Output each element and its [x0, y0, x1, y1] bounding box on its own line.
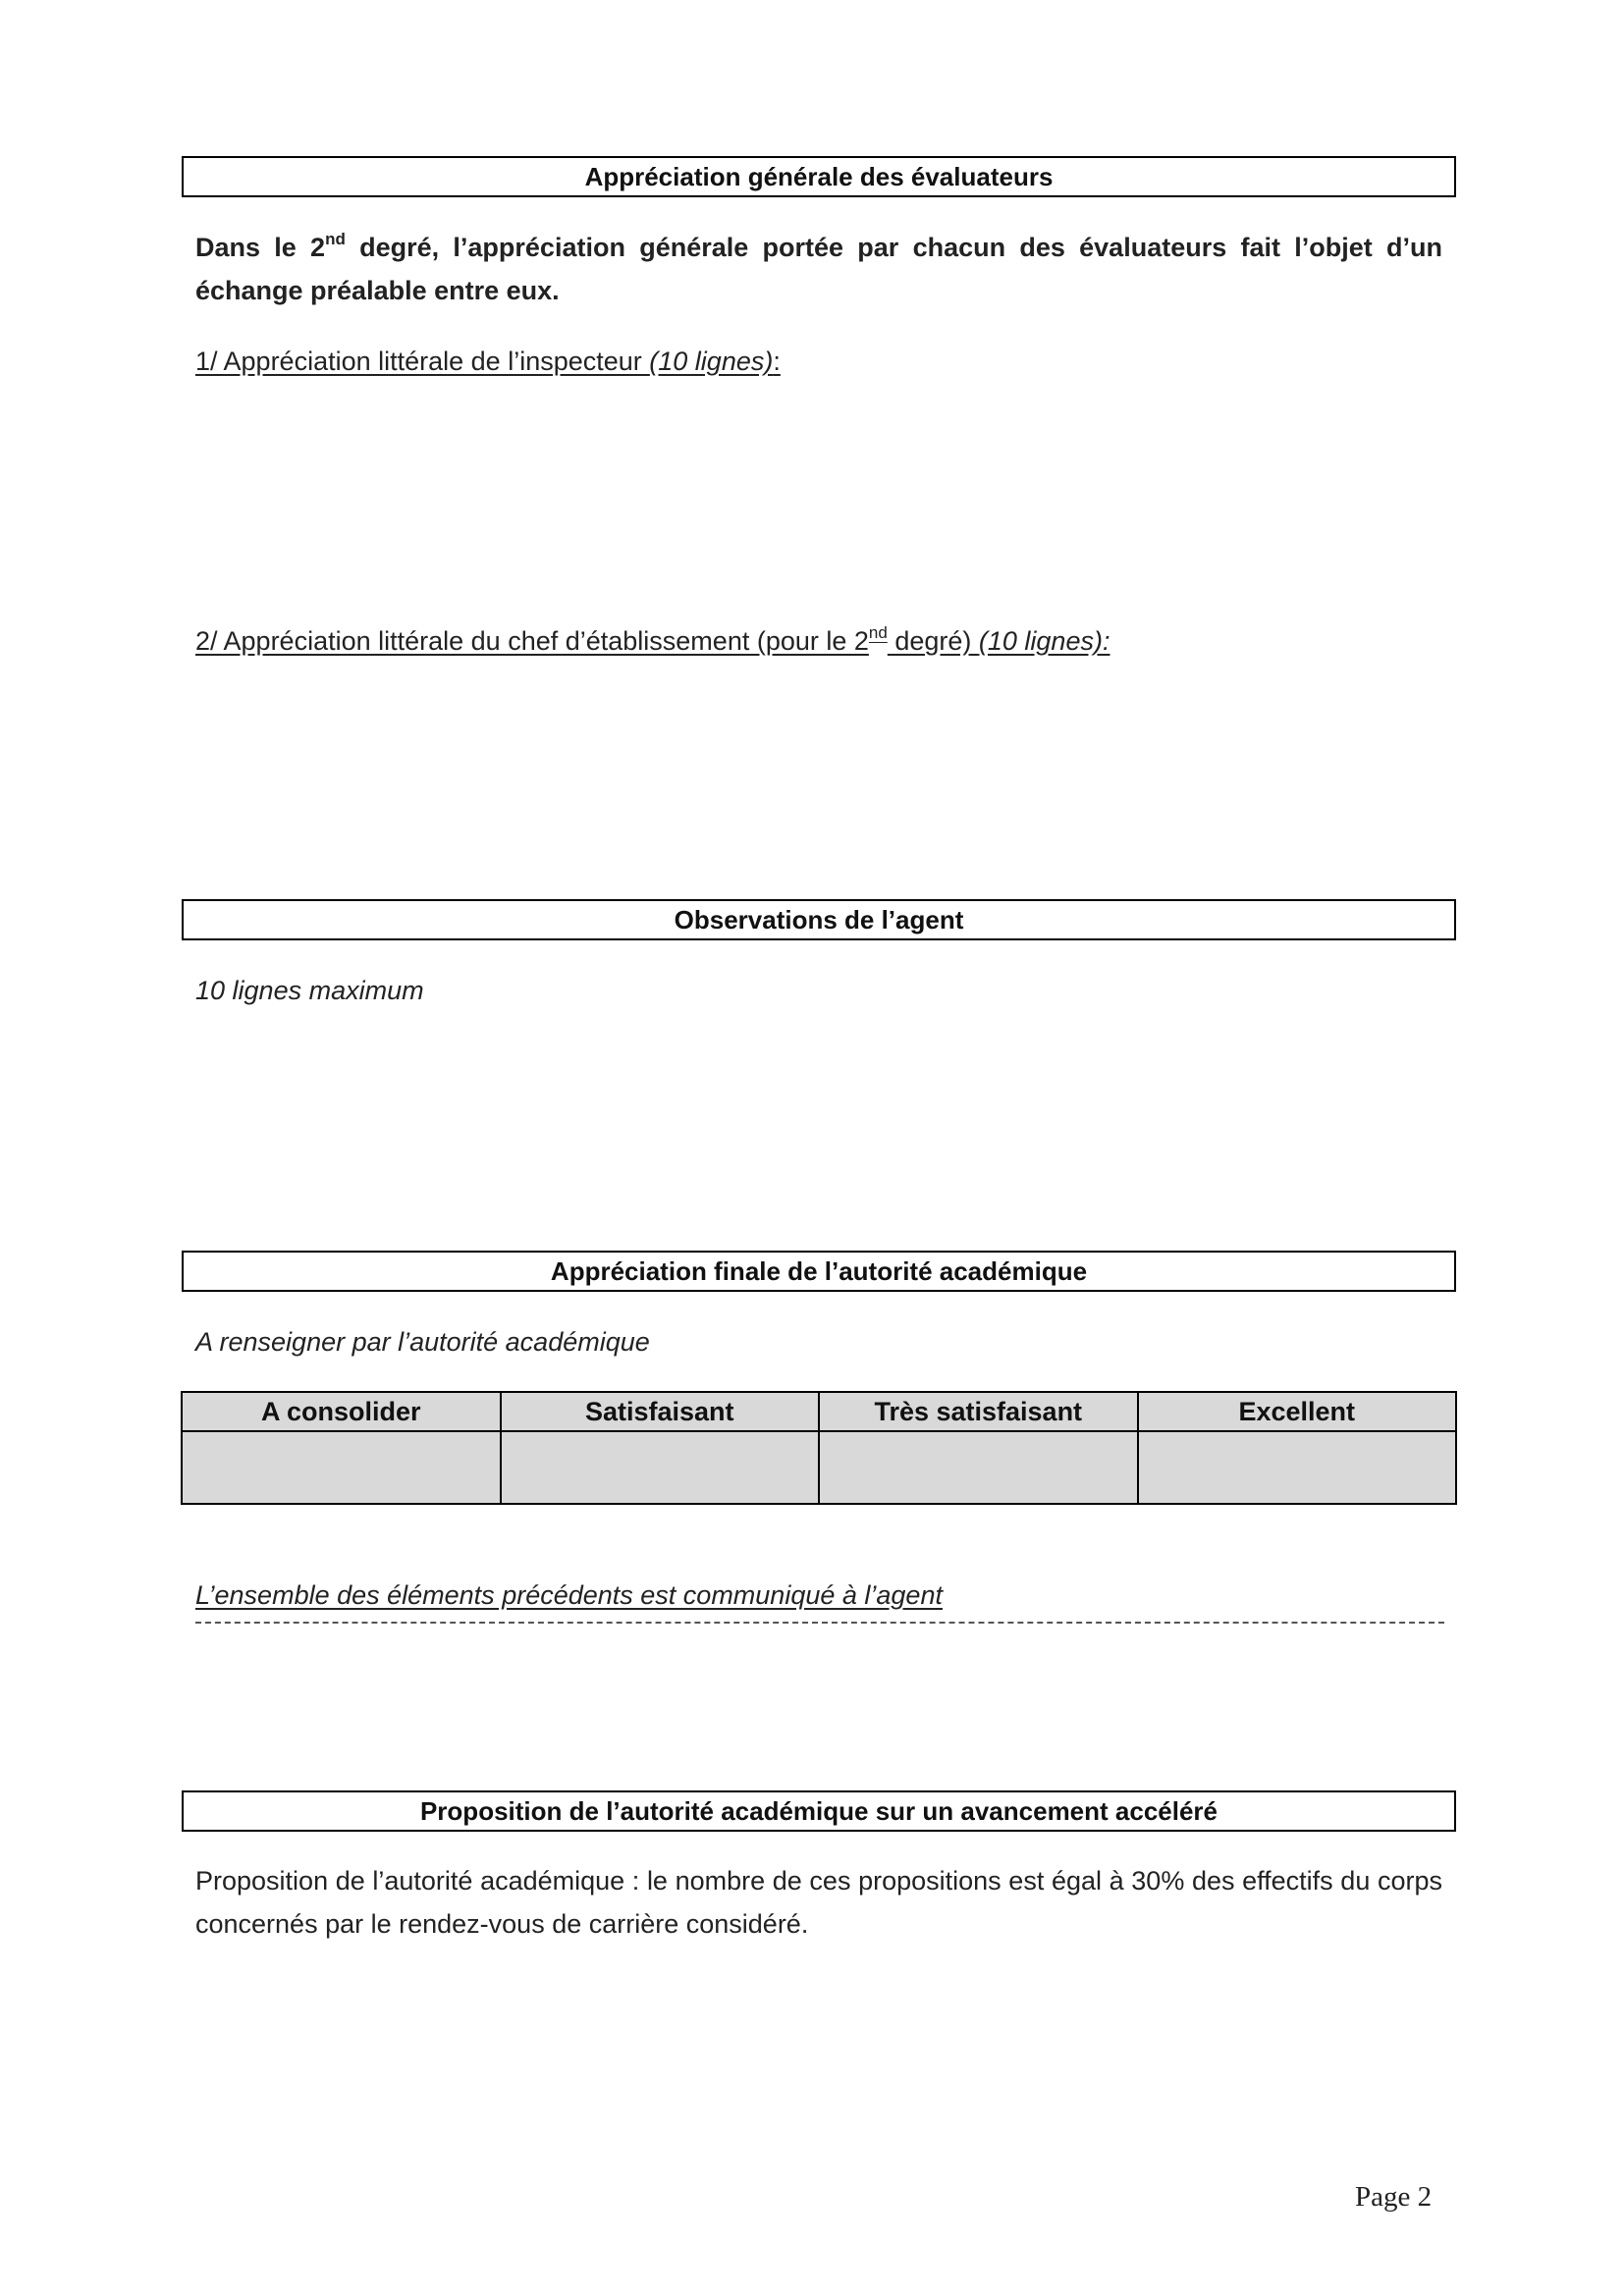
inspector-appraisal-label: [195, 340, 1442, 383]
general-intro-sup: nd: [325, 230, 346, 248]
rating-column-a-consolider: A consolider: [182, 1392, 501, 1431]
final-note: A renseigner par l’autorité académique: [195, 1327, 650, 1357]
section-title-general: Appréciation générale des évaluateurs: [182, 156, 1456, 197]
rating-column-tres-satisfaisant: Très satisfaisant: [819, 1392, 1138, 1431]
dashed-separator: [195, 1622, 1444, 1624]
section-title-observations: Observations de l’agent: [182, 899, 1456, 940]
proposal-text: Proposition de l’autorité académique : le nombre de ces propositions est égal à 30% des effectifs du corps concernés par le rendez-vous de carrière considéré.: [195, 1866, 1442, 1939]
general-intro-end: degré, l’appréciation générale portée par chacun des évaluateurs fait l’objet d’un échange préalable entre eux.: [195, 233, 1442, 305]
rating-cell-excellent[interactable]: [1138, 1431, 1457, 1504]
rating-header-row: [182, 1392, 1456, 1431]
section-title-final: Appréciation finale de l’autorité académique: [182, 1251, 1456, 1292]
rating-cell-a-consolider[interactable]: [182, 1431, 501, 1504]
rating-column-excellent: Excellent: [1138, 1392, 1457, 1431]
communicated-text: L’ensemble des éléments précédents est communiqué à l’agent: [195, 1580, 943, 1610]
section-title-proposal: Proposition de l’autorité académique sur un avancement accéléré: [182, 1790, 1456, 1832]
rating-table: [181, 1391, 1457, 1505]
inspector-label-note: (10 lignes): [649, 347, 774, 376]
principal-label-end: degré): [887, 626, 979, 656]
rating-cell-tres-satisfaisant[interactable]: [819, 1431, 1138, 1504]
rating-value-row: [182, 1431, 1456, 1504]
principal-label-start: 2/ Appréciation littérale du chef d’établissement (pour le 2: [195, 626, 869, 656]
principal-label-sup: nd: [868, 623, 888, 642]
observations-note: 10 lignes maximum: [195, 976, 424, 1005]
rating-cell-satisfaisant[interactable]: [501, 1431, 820, 1504]
inspector-label-colon: :: [773, 347, 781, 376]
communicated-note: [195, 1574, 1442, 1617]
page-number: Page 2: [1355, 2181, 1433, 2213]
general-intro-start: Dans le 2: [195, 233, 326, 262]
principal-appraisal-label: [195, 619, 1442, 663]
general-intro: [195, 226, 1442, 312]
principal-label-note: (10 lignes):: [978, 626, 1110, 656]
rating-column-satisfaisant: Satisfaisant: [501, 1392, 820, 1431]
inspector-label-text: 1/ Appréciation littérale de l’inspecteur: [195, 347, 650, 376]
